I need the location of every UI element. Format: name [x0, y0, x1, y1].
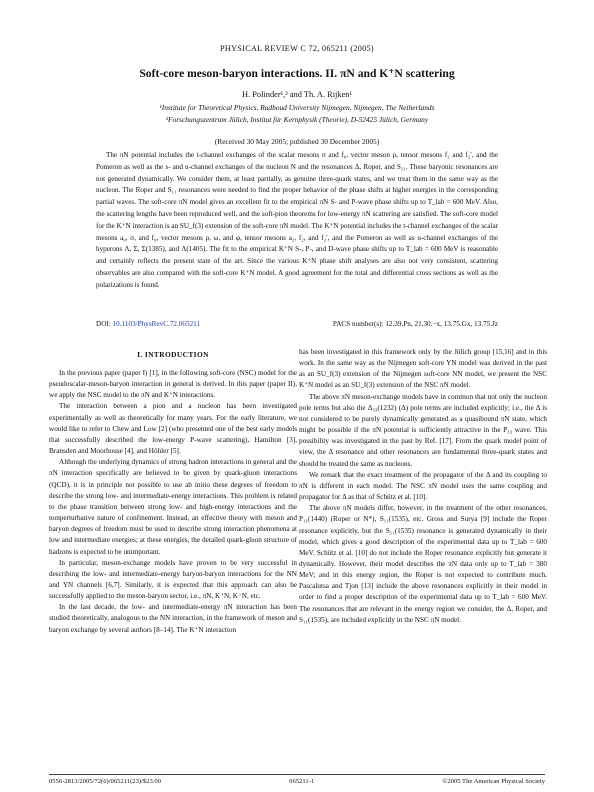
- paper-authors: H. Polinder¹,² and Th. A. Rijken¹: [242, 90, 352, 99]
- doi-block: [96, 320, 200, 328]
- paragraph: The above πN models differ, however, in the treatment of the other resonances, P₁₁(1440) (Roper or N*), S₁₁(1535), etc. Gross and Surya [9] include the Roper resonance explicitly, but the S₁₁(1535) resonance is generated dynamically in their model, which gives a good description of the experimental data up to T_lab = 600 MeV. Schütz et al. [10] do not include the Roper resonance explicitly but generate it dynamically. However, their model describes the πN data only up to T_lab = 380 MeV; and in this energy region, the Roper is not expected to contribute much. Pascalutsa and Tjon [13] include the above resonances explicitly in their model in order to find a proper description of the experimental data up to T_lab = 600 MeV. The resonances that are relevant in the energy region we consider, the Δ, Roper, and S₁₁(1535), are included explicitly in the NSC πN model.: [299, 504, 547, 624]
- footer-divider: [49, 774, 545, 775]
- paragraph: The above πN meson-exchange models have in common that not only the nucleon pole terms but also the Δ₃₃(1232) (Δ) pole terms are included explicitly; i.e., the Δ is not considered to be purely dynamically generated as a quasibound πN state, which might be possible if the πN potential is sufficiently attractive in the P₃₃ wave. This possibility was investigated in the past by Ref. [17]. From the quark model point of view, the Δ resonance and other resonances are fundamental three-quark states and should be treated the same as nucleons.: [299, 392, 547, 468]
- affiliation-2: ²Forschungszentrum Jülich, Institut für Kernphysik (Theorie), D-52425 Jülich, Germany: [165, 115, 429, 124]
- doi-line: [96, 320, 498, 328]
- affiliation-1: ¹Institute for Theoretical Physics, Radboud University Nijmegen, Nijmegen, The Netherlands: [159, 103, 435, 112]
- paragraph: has been investigated in this framework only by the Jülich group [15,16] and in this work. In the same way as the Nijmegen soft-core YN model was derived in the past as an SU_f(3) extension of the Nijmegen soft-core NN model, we present the NSC K⁺N model as an SU_f(3) extension of the NSC πN model.: [299, 348, 547, 390]
- paragraph: In particular, meson-exchange models have proven to be very successful in describing the low- and intermediate-energy baryon-baryon interactions for the NN and YN channels [6,7]. Similarly, it is expected that this approach can also be successfully applied to the meson-baryon sector, i.e., πN, K⁺N, K⁻N, etc.: [49, 558, 297, 601]
- pacs-numbers: PACS number(s): 12.39.Pn, 21.30.−x, 13.75.Gx, 13.75.Jz: [332, 320, 498, 328]
- section-heading-introduction: I. INTRODUCTION: [137, 350, 209, 359]
- right-column: [299, 347, 547, 626]
- received-dates: (Received 30 May 2005; published 30 December 2005): [214, 137, 380, 146]
- footer-page-number: 065211-1: [289, 778, 315, 785]
- paragraph: In the previous paper (paper I) [1], in the following soft-core (NSC) model for the pseudoscalar-meson-baryon interaction in general is derived. In this paper (paper II), we apply the NSC model to the πN and K⁺N interactions.: [49, 369, 297, 400]
- paragraph: In the last decade, the low- and intermediate-energy πN interaction has been studied theoretically, analogous to the NN interaction, in the framework of meson and baryon exchange by several authors [8–14]. The K⁺N interaction: [49, 603, 297, 634]
- paragraph: The interaction between a pion and a nucleon has been investigated experimentally as well as theoretically for many years. For the early literature, we would like to refer to Chew and Low [2] (who presented one of the best early models that successfully described the low-energy P-wave scattering), Hamilton [3], Bransden and Moorhouse [4], and Höhler [5].: [49, 402, 297, 456]
- abstract-text: The πN potential includes the t-channel exchanges of the scalar mesons σ and f₀, vector meson ρ, tensor mesons f₂ and f₂′, and the Pomeron as well as the s- and u-channel exchanges of the nucleon N and the resonances Δ, Roper, and S₁₁. These baryonic resonances are not generated dynamically. We consider them, at least partially, as genuine three-quark states, and we treat them in the same way as the nucleon. The Roper and S₁₁ resonances were needed to find the proper behavior of the phase shifts at higher energies in the corresponding partial waves. The soft-core πN model gives an excellent fit to the empirical πN S- and P-wave phase shifts up to T_lab = 600 MeV. Also, the scattering lengths have been reproduced well, and the soft-pion theorems for low-energy πN scattering are satisfied. The soft-core model for the K⁺N interaction is an SU_f(3) extension of the soft-core πN model. The K⁺N potential includes the t-channel exchanges of the scalar mesons a₀, σ, and f₀, vector mesons ρ, ω, and φ, tensor mesons a₂, f₂, and f₂′, and the Pomeron as well as u-channel exchanges of the hyperons Λ, Σ, Σ(1385), and Λ(1405). The fit to the empirical K⁺N S-, P-, and D-wave phase shifts up to T_lab = 600 MeV is reasonable and certainly reflects the present state of the art. Since the various K⁺N phase shift analyses are also not very consistent, scattering observables are also compared with the soft-core K⁺N model. A good agreement for the total and differential cross sections as well as the polarizations is found.: [96, 151, 498, 289]
- journal-header: PHYSICAL REVIEW C 72, 065211 (2005): [220, 44, 374, 53]
- doi-label: DOI:: [96, 320, 113, 328]
- abstract: [96, 150, 498, 292]
- paragraph: We remark that the exact treatment of the propagator of the Δ and its coupling to πN is different in each model. The NSC πN model uses the same coupling and propagator for Δ as that of Schütz et al. [10].: [299, 470, 547, 502]
- left-column: [49, 368, 297, 636]
- doi-link[interactable]: 10.1103/PhysRevC.72.065211: [112, 320, 201, 328]
- footer-copyright: ©2005 The American Physical Society: [442, 778, 545, 785]
- page-footer: [49, 778, 545, 785]
- paper-title: Soft-core meson-baryon interactions. II. πN and K⁺N scattering: [139, 67, 455, 80]
- footer-issn: 0556-2813/2005/72(6)/065211(23)/$23.00: [49, 778, 162, 785]
- paragraph: Although the underlying dynamics of strong hadron interactions in general and the πN interaction specifically are believed to be given by quark-gluon interactions (QCD), it is in principle not possible to use ab initio these degrees of freedom to describe the strong low- and intermediate-energy interactions. This problem is related to the phase transition between strong low- and high-energy interactions and the nonperturbative nature of confinement. Instead, an effective theory with meson and baryon degrees of freedom must be used to describe strong interaction phenomena at low and intermediate energies; at these energies, the detailed quark-gluon structure of hadrons is expected to be unimportant.: [49, 458, 297, 556]
